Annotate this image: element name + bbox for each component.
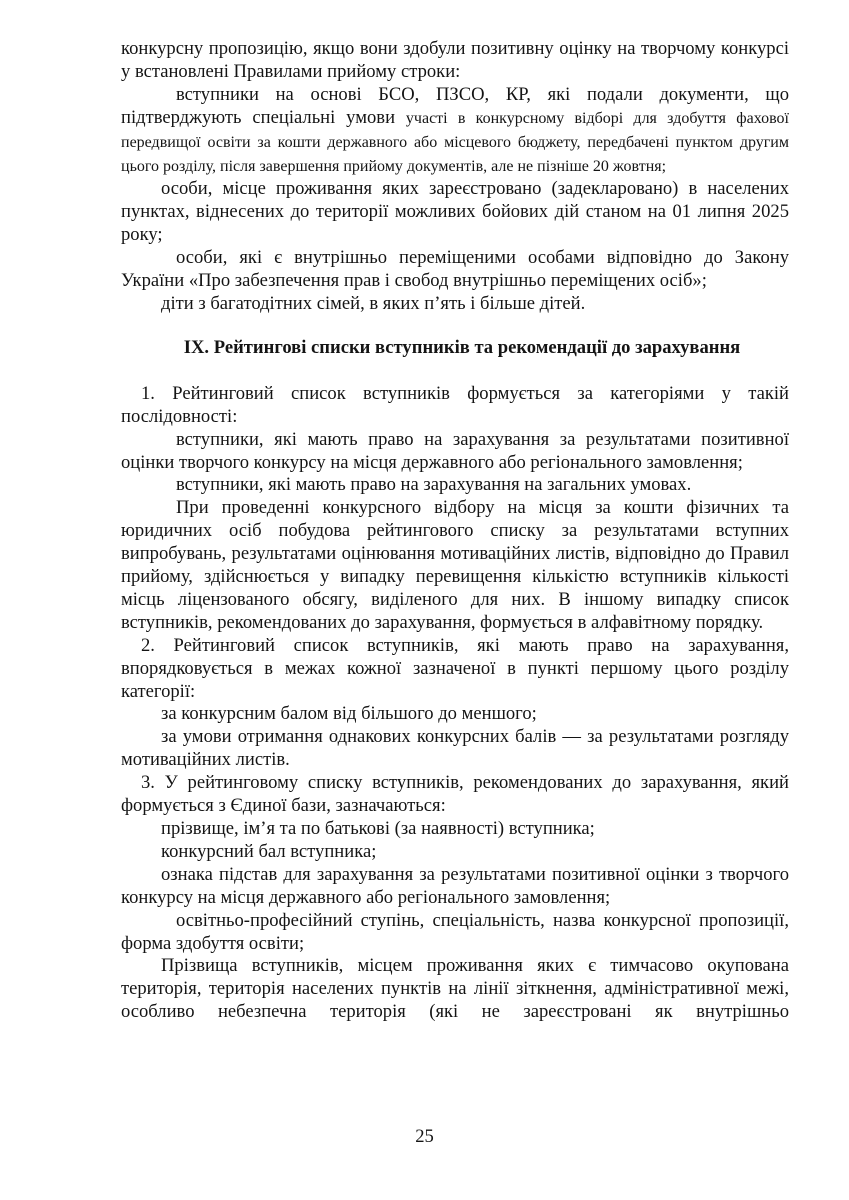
paragraph-item-3: 3. У рейтинговому списку вступників, рекомендованих до зарахування, який формується з Єдиної бази, зазначаються: <box>121 772 789 817</box>
paragraph-basis: ознака підстав для зарахування за результатами позитивної оцінки з творчого конкурсу на місця державного або регіонального замовлення; <box>121 863 789 908</box>
paragraph-special-conditions <box>121 84 789 179</box>
section-heading: ІХ. Рейтингові списки вступників та рекомендації до зарахування <box>183 336 741 358</box>
paragraph-large-families: діти з багатодітних сімей, в яких п’ять і більше дітей. <box>161 292 586 314</box>
paragraph-score: конкурсний бал вступника; <box>161 840 377 862</box>
paragraph-equal-scores: за умови отримання однакових конкурсних балів — за результатами розгляду мотиваційних листів. <box>121 726 789 771</box>
paragraph-name: прізвище, ім’я та по батькові (за наявності) вступника; <box>161 818 595 839</box>
document-page <box>121 38 789 1024</box>
page-number: 25 <box>415 1126 434 1147</box>
paragraph-combat-zone: особи, місце проживання яких зареєстровано (задекларовано) в населених пунктах, віднесених до території можливих бойових дій станом на 01 липня 2025 року; <box>121 178 789 246</box>
paragraph-item-2: 2. Рейтинговий список вступників, які мають право на зарахування, впорядковується в межах кожної зазначеної в пункті першому цього розділу категорії: <box>121 634 789 702</box>
paragraph-category-creative: вступники, які мають право на зарахування за результатами позитивної оцінки творчого конкурсу на місця державного або регіонального замовлення; <box>121 428 789 473</box>
paragraph-category-general: вступники, які мають право на зарахування на загальних умовах. <box>176 474 692 496</box>
paragraph-idp: особи, які є внутрішньо переміщеними особами відповідно до Закону України «Про забезпечення прав і свобод внутрішньо переміщених осіб»; <box>121 247 789 292</box>
paragraph-private-funding: При проведенні конкурсного відбору на місця за кошти фізичних та юридичних осіб побудова рейтингового списку за результатами вступних випробувань, результатами оцінювання мотиваційних листів, відповідно до Правил прийому, здійснюється у випадку перевищення кількістю вступників кількості місць ліцензованого обсягу, виділеного для них. В іншому випадку список вступників, рекомендованих до зарахування, формується в алфавітному порядку. <box>121 497 789 633</box>
paragraph-occupied-territory: Прізвища вступників, місцем проживання яких є тимчасово окупована територія, територія населених пунктів на лінії зіткнення, адміністративної межі, особливо небезпечна територія (які не зареєстровані як внутрішньо <box>121 955 789 1023</box>
paragraph-continuation: конкурсну пропозицію, якщо вони здобули позитивну оцінку на творчому конкурсі у встановлені Правилами прийому строки: <box>121 38 789 82</box>
paragraph-item-1: 1. Рейтинговий список вступників формується за категоріями у такій послідовності: <box>121 382 789 427</box>
text-span-small: участі в конкурсному відборі <box>405 109 624 127</box>
paragraph-by-score: за конкурсним балом від більшого до меншого; <box>161 703 537 725</box>
paragraph-degree: освітньо-професійний ступінь, спеціальність, назва конкурсної пропозиції, форма здобуття освіти; <box>121 909 789 954</box>
text-span: вступники на основі БСО, ПЗСО, КР, які подали документи, що підтверджують спеціальні умови <box>121 83 789 128</box>
text-span-small: для здобуття фахової передвищої освіти за кошти державного або місцевого бюджету, передбачені пунктом другим цього розділу, після завершення прийому документів, але не пізніше 20 жовтня; <box>121 109 789 175</box>
